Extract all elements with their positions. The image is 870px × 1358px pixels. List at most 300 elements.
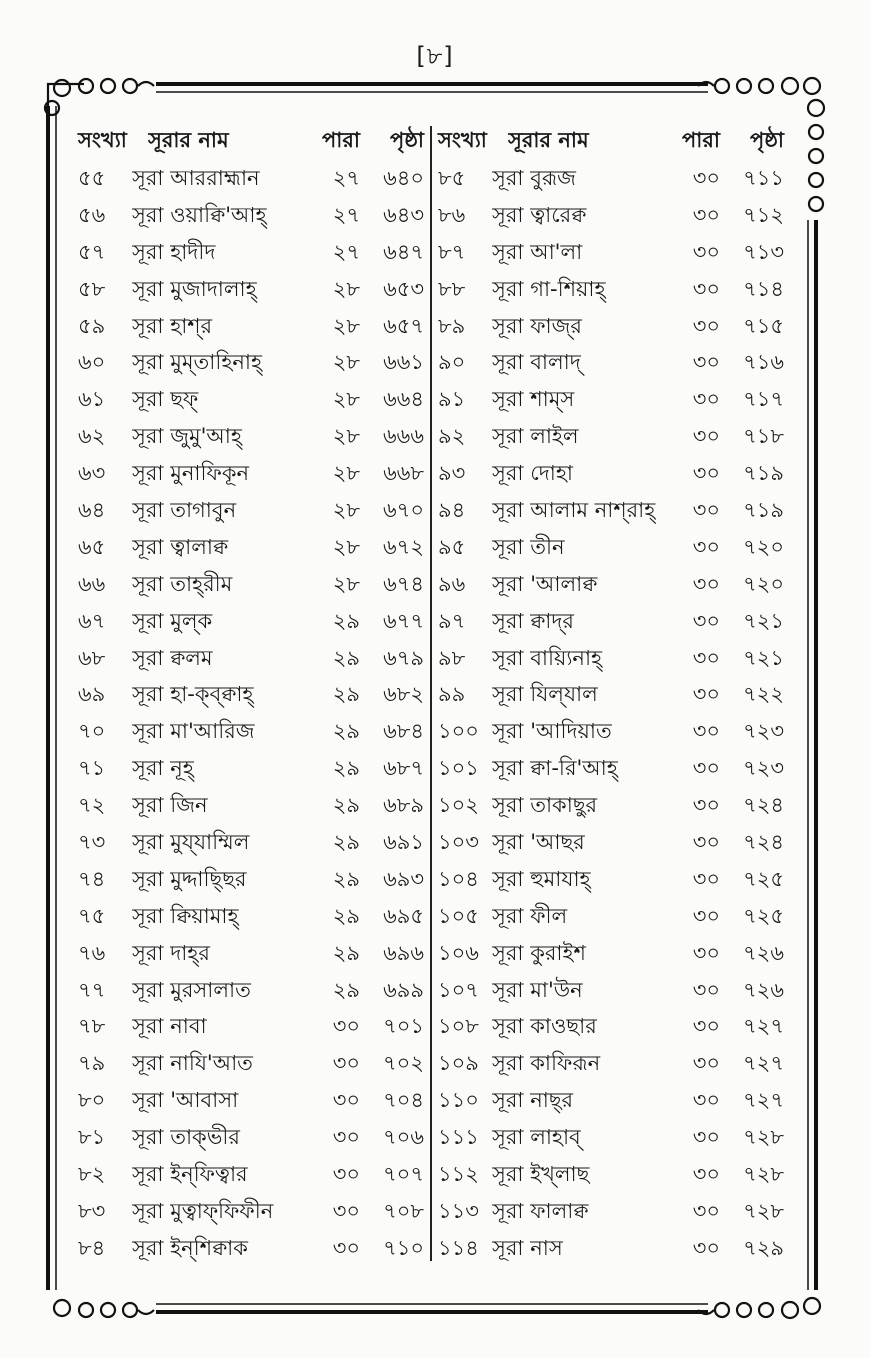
table-row bbox=[70, 1230, 430, 1267]
para-number: ২৮ bbox=[332, 350, 360, 375]
page-number-cell: ৭২৪ bbox=[743, 793, 784, 818]
page-number-cell: ৭১৬ bbox=[743, 350, 784, 375]
table-row bbox=[70, 935, 430, 972]
page-number-cell: ৭১১ bbox=[743, 166, 784, 190]
page-number-cell: ৬৮৭ bbox=[383, 756, 424, 781]
para-number: ৩০ bbox=[692, 608, 720, 633]
para-number: ৩০ bbox=[692, 719, 720, 744]
surah-name: সূরা হা-ক্ব্ক্বাহ্ bbox=[132, 682, 254, 707]
surah-number: ৭১ bbox=[78, 756, 106, 781]
para-number: ২৯ bbox=[332, 756, 360, 781]
surah-name: সূরা তাহ্‌রীম bbox=[132, 571, 233, 596]
surah-number: ৭৮ bbox=[78, 1014, 106, 1039]
table-row bbox=[430, 308, 790, 345]
surah-number: ৮৩ bbox=[78, 1198, 106, 1223]
page-number-cell: ৭২৫ bbox=[743, 866, 784, 891]
page-number-cell: ৬৭৭ bbox=[383, 608, 424, 633]
surah-name: সূরা তাগাবুন bbox=[132, 498, 237, 523]
page-number-cell: ৭১৮ bbox=[743, 424, 784, 449]
surah-name: সূরা আলাম নাশ্‌রাহ্ bbox=[492, 498, 656, 523]
page-number-cell: ৭২৭ bbox=[743, 1014, 784, 1039]
surah-name: সূরা মুল্‌ক bbox=[132, 608, 213, 633]
surah-number: ৫৫ bbox=[78, 166, 106, 190]
para-number: ২৯ bbox=[332, 645, 360, 670]
surah-name: সূরা ত্বারেক্ব bbox=[492, 202, 587, 227]
para-number: ৩০ bbox=[692, 1235, 720, 1260]
para-number: ৩০ bbox=[332, 1088, 360, 1113]
page-number-cell: ৬৬১ bbox=[383, 350, 424, 375]
surah-number: ৯৮ bbox=[438, 645, 466, 670]
surah-name: সূরা 'আছর bbox=[492, 830, 585, 855]
surah-number: ৭২ bbox=[78, 793, 106, 818]
surah-number: ৯৯ bbox=[438, 682, 466, 707]
page-number-cell: ৬৪০ bbox=[383, 166, 424, 190]
page-number-cell: ৬৫৩ bbox=[383, 276, 424, 301]
page-number-cell: ৭২৭ bbox=[743, 1051, 784, 1076]
surah-name: সূরা হুমাযাহ্ bbox=[492, 866, 591, 891]
table-row bbox=[70, 603, 430, 640]
table-row bbox=[70, 750, 430, 787]
table-row bbox=[70, 308, 430, 345]
para-number: ৩০ bbox=[692, 166, 720, 190]
page-number-cell: ৬৫৭ bbox=[383, 313, 424, 338]
page-number-cell: ৬৬৬ bbox=[383, 424, 424, 449]
surah-number: ৬৬ bbox=[78, 571, 106, 596]
page-number-cell: ৭০৪ bbox=[383, 1088, 424, 1113]
page-number-cell: ৭২৫ bbox=[743, 903, 784, 928]
page-number-cell: ৭২৮ bbox=[743, 1162, 784, 1187]
page-number-cell: ৬৭২ bbox=[383, 534, 424, 559]
table-row bbox=[70, 1156, 430, 1193]
surah-number: ৬০ bbox=[78, 350, 106, 375]
surah-name: সূরা লাইল bbox=[492, 424, 579, 449]
para-number: ২৯ bbox=[332, 608, 360, 633]
para-number: ৩০ bbox=[692, 424, 720, 449]
para-number: ৩০ bbox=[332, 1235, 360, 1260]
surah-number: ১১১ bbox=[438, 1125, 479, 1150]
para-number: ২৯ bbox=[332, 866, 360, 891]
surah-number: ৫৯ bbox=[78, 313, 106, 338]
surah-number: ৬৯ bbox=[78, 682, 106, 707]
surah-table bbox=[70, 120, 790, 1265]
surah-number: ৮১ bbox=[78, 1125, 106, 1150]
para-number: ৩০ bbox=[332, 1051, 360, 1076]
para-number: ৩০ bbox=[692, 202, 720, 227]
para-number: ২৯ bbox=[332, 682, 360, 707]
para-number: ৩০ bbox=[692, 350, 720, 375]
para-number: ২৯ bbox=[332, 940, 360, 965]
table-row bbox=[70, 1082, 430, 1119]
table-row bbox=[70, 1008, 430, 1045]
para-number: ৩০ bbox=[692, 866, 720, 891]
surah-name: সূরা নূহ্ bbox=[132, 756, 194, 781]
table-row bbox=[70, 234, 430, 271]
table-row bbox=[70, 344, 430, 381]
surah-name: সূরা দাহ্‌র bbox=[132, 940, 210, 965]
surah-number: ৯১ bbox=[438, 387, 466, 412]
surah-name: সূরা দোহা bbox=[492, 461, 573, 486]
para-number: ২৯ bbox=[332, 793, 360, 818]
para-number: ৩০ bbox=[692, 1162, 720, 1187]
para-number: ৩০ bbox=[692, 1014, 720, 1039]
para-number: ৩০ bbox=[692, 276, 720, 301]
para-number: ২৭ bbox=[332, 202, 360, 227]
page-number-cell: ৭০৮ bbox=[383, 1198, 424, 1223]
surah-name: সূরা 'আদিয়াত bbox=[492, 719, 612, 744]
para-number: ২৮ bbox=[332, 571, 360, 596]
left-column bbox=[70, 120, 430, 1267]
para-number: ৩০ bbox=[692, 461, 720, 486]
surah-name: সূরা হাশ্‌র bbox=[132, 313, 213, 338]
surah-number: ৯০ bbox=[438, 350, 466, 375]
surah-name: সূরা গা-শিয়াহ্ bbox=[492, 276, 606, 301]
para-number: ৩০ bbox=[692, 534, 720, 559]
header-row bbox=[430, 120, 790, 160]
surah-name: সূরা ক্বাদ্‌র bbox=[492, 608, 574, 633]
page-number-cell: ৭১৯ bbox=[743, 461, 784, 486]
page-number: [৮] bbox=[416, 42, 454, 70]
surah-name: সূরা কাফিরূন bbox=[492, 1051, 601, 1076]
surah-name: সূরা ক্বিয়ামাহ্ bbox=[132, 903, 239, 928]
table-row bbox=[430, 1156, 790, 1193]
page-number-cell: ৬৬৮ bbox=[383, 461, 424, 486]
page-number-cell: ৭২০ bbox=[743, 534, 784, 559]
surah-name: সূরা 'আবাসা bbox=[132, 1088, 239, 1113]
surah-number: ৬৭ bbox=[78, 608, 106, 633]
table-row bbox=[70, 972, 430, 1009]
table-row bbox=[430, 381, 790, 418]
surah-number: ১০৭ bbox=[438, 977, 479, 1002]
para-number: ২৮ bbox=[332, 424, 360, 449]
surah-number: ১০৮ bbox=[438, 1014, 479, 1039]
table-row bbox=[70, 787, 430, 824]
table-row bbox=[70, 160, 430, 197]
surah-number: ৬৪ bbox=[78, 498, 106, 523]
header-page: পৃষ্ঠা bbox=[749, 128, 784, 152]
table-row bbox=[430, 861, 790, 898]
para-number: ৩০ bbox=[692, 1051, 720, 1076]
para-number: ৩০ bbox=[692, 498, 720, 523]
surah-number: ৮৪ bbox=[78, 1235, 106, 1260]
page-number-cell: ৭১৪ bbox=[743, 276, 784, 301]
surah-name: সূরা জুমু'আহ্ bbox=[132, 424, 242, 449]
surah-number: ১০৩ bbox=[438, 830, 479, 855]
page-number-cell: ৬৪৭ bbox=[383, 239, 424, 264]
surah-name: সূরা ফীল bbox=[492, 903, 568, 928]
para-number: ৩০ bbox=[692, 1198, 720, 1223]
header-name: সূরার নাম bbox=[508, 128, 589, 152]
surah-number: ১১২ bbox=[438, 1162, 479, 1187]
para-number: ৩০ bbox=[692, 940, 720, 965]
para-number: ৩০ bbox=[692, 903, 720, 928]
table-row bbox=[70, 492, 430, 529]
para-number: ২৯ bbox=[332, 830, 360, 855]
surah-number: ৯২ bbox=[438, 424, 466, 449]
surah-name: সূরা বায়্যিনাহ্ bbox=[492, 645, 603, 670]
page-number-cell: ৬৪৩ bbox=[383, 202, 424, 227]
table-row bbox=[430, 455, 790, 492]
surah-name: সূরা মুদ্দাছ্ছির bbox=[132, 866, 247, 891]
table-row bbox=[70, 640, 430, 677]
surah-name: সূরা নাবা bbox=[132, 1014, 207, 1039]
para-number: ২৯ bbox=[332, 903, 360, 928]
table-row bbox=[70, 1045, 430, 1082]
page-number-cell: ৬৯৫ bbox=[383, 903, 424, 928]
surah-name: সূরা মুরসালাত bbox=[132, 977, 251, 1002]
table-row bbox=[70, 271, 430, 308]
surah-name: সূরা বালাদ্ bbox=[492, 350, 581, 375]
surah-number: ৯৩ bbox=[438, 461, 466, 486]
para-number: ২৭ bbox=[332, 239, 360, 264]
table-row bbox=[430, 1008, 790, 1045]
surah-number: ৫৬ bbox=[78, 202, 106, 227]
surah-name: সূরা মা'আরিজ bbox=[132, 719, 255, 744]
surah-name: সূরা মুত্বাফ্‌ফিফীন bbox=[132, 1198, 274, 1223]
table-row bbox=[70, 861, 430, 898]
right-column bbox=[430, 120, 790, 1267]
surah-name: সূরা ইন্‌শিক্বাক bbox=[132, 1235, 248, 1260]
header-number: সংখ্যা bbox=[78, 128, 127, 152]
surah-name: সূরা জিন bbox=[132, 793, 208, 818]
table-row bbox=[430, 160, 790, 197]
surah-name: সূরা ক্বা-রি'আহ্ bbox=[492, 756, 618, 781]
page-number-cell: ৭২৬ bbox=[743, 940, 784, 965]
page-number-cell: ৬৯৯ bbox=[383, 977, 424, 1002]
page-number-cell: ৬৭৯ bbox=[383, 645, 424, 670]
surah-name: সূরা মুনাফিকূন bbox=[132, 461, 250, 486]
table-row bbox=[430, 713, 790, 750]
page-number-cell: ৭২৩ bbox=[743, 756, 784, 781]
surah-number: ১০৫ bbox=[438, 903, 479, 928]
surah-name: সূরা ফালাক্ব bbox=[492, 1198, 589, 1223]
page-number-cell: ৭১৯ bbox=[743, 498, 784, 523]
table-row bbox=[430, 418, 790, 455]
page-number-cell: ৬৬৪ bbox=[383, 387, 424, 412]
para-number: ৩০ bbox=[332, 1198, 360, 1223]
table-row bbox=[430, 935, 790, 972]
header-row bbox=[70, 120, 430, 160]
page-number-cell: ৭১৩ bbox=[743, 239, 784, 264]
table-row bbox=[430, 492, 790, 529]
header-page: পৃষ্ঠা bbox=[389, 128, 424, 152]
para-number: ২৮ bbox=[332, 276, 360, 301]
surah-name: সূরা কুরাইশ bbox=[492, 940, 586, 965]
para-number: ৩০ bbox=[692, 682, 720, 707]
para-number: ৩০ bbox=[692, 239, 720, 264]
page-number-cell: ৬৯৩ bbox=[383, 866, 424, 891]
para-number: ৩০ bbox=[332, 1014, 360, 1039]
surah-name: সূরা তাকাছুর bbox=[492, 793, 598, 818]
table-row bbox=[430, 566, 790, 603]
page-number-cell: ৭১০ bbox=[383, 1235, 424, 1260]
page-number-cell: ৭২৬ bbox=[743, 977, 784, 1002]
para-number: ৩০ bbox=[692, 645, 720, 670]
surah-number: ১০০ bbox=[438, 719, 479, 744]
header-para: পারা bbox=[682, 128, 720, 152]
page-number-cell: ৬৮৯ bbox=[383, 793, 424, 818]
surah-name: সূরা নাস bbox=[492, 1235, 563, 1260]
para-number: ২৯ bbox=[332, 719, 360, 744]
surah-number: ৮০ bbox=[78, 1088, 106, 1113]
para-number: ২৮ bbox=[332, 387, 360, 412]
surah-name: সূরা শাম্‌স bbox=[492, 387, 575, 412]
table-row bbox=[430, 234, 790, 271]
surah-name: সূরা নাযি'আত bbox=[132, 1051, 253, 1076]
surah-number: ৬৩ bbox=[78, 461, 106, 486]
surah-number: ৭৭ bbox=[78, 977, 106, 1002]
page-number-cell: ৭২৪ bbox=[743, 830, 784, 855]
table-row bbox=[70, 418, 430, 455]
surah-name: সূরা নাছ্‌র bbox=[492, 1088, 574, 1113]
table-row bbox=[70, 455, 430, 492]
para-number: ৩০ bbox=[692, 313, 720, 338]
surah-number: ৮৬ bbox=[438, 202, 466, 227]
table-row bbox=[70, 1193, 430, 1230]
para-number: ৩০ bbox=[692, 756, 720, 781]
page-number-cell: ৬৯১ bbox=[383, 830, 424, 855]
table-row bbox=[70, 676, 430, 713]
page-number-cell: ৭২০ bbox=[743, 571, 784, 596]
surah-number: ১০১ bbox=[438, 756, 479, 781]
page-number-cell: ৬৭৪ bbox=[383, 571, 424, 596]
table-row bbox=[430, 787, 790, 824]
page-number-cell: ৬৯৬ bbox=[383, 940, 424, 965]
para-number: ৩০ bbox=[692, 1125, 720, 1150]
surah-number: ৮২ bbox=[78, 1162, 106, 1187]
header-name: সূরার নাম bbox=[148, 128, 229, 152]
surah-number: ৫৮ bbox=[78, 276, 106, 301]
surah-name: সূরা হাদীদ bbox=[132, 239, 216, 264]
table-row bbox=[430, 271, 790, 308]
surah-name: সূরা মুয্‌যাম্মিল bbox=[132, 830, 250, 855]
page-number-cell: ৭২১ bbox=[743, 608, 784, 633]
table-row bbox=[430, 197, 790, 234]
page-number-cell: ৭১৭ bbox=[743, 387, 784, 412]
header-number: সংখ্যা bbox=[438, 128, 487, 152]
page-number-cell: ৭০১ bbox=[383, 1014, 424, 1039]
surah-number: ৮৮ bbox=[438, 276, 466, 301]
surah-name: সূরা আররাহ্মান bbox=[132, 166, 260, 190]
surah-number: ৮৯ bbox=[438, 313, 466, 338]
surah-name: সূরা যিল্‌যাল bbox=[492, 682, 598, 707]
page-number-cell: ৭০৬ bbox=[383, 1125, 424, 1150]
surah-name: সূরা 'আলাক্ব bbox=[492, 571, 598, 596]
para-number: ২৯ bbox=[332, 977, 360, 1002]
surah-name: সূরা ক্বলম bbox=[132, 645, 213, 670]
surah-name: সূরা আ'লা bbox=[492, 239, 583, 264]
surah-number: ৯৪ bbox=[438, 498, 466, 523]
page-number-cell: ৭০৭ bbox=[383, 1162, 424, 1187]
surah-name: সূরা ছফ্ bbox=[132, 387, 199, 412]
table-row bbox=[430, 972, 790, 1009]
surah-name: সূরা তীন bbox=[492, 534, 565, 559]
page-number-cell: ৭২২ bbox=[743, 682, 784, 707]
para-number: ৩০ bbox=[692, 571, 720, 596]
surah-number: ১১০ bbox=[438, 1088, 479, 1113]
para-number: ৩০ bbox=[692, 387, 720, 412]
table-row bbox=[70, 529, 430, 566]
surah-number: ১০৬ bbox=[438, 940, 479, 965]
surah-number: ৭৫ bbox=[78, 903, 106, 928]
surah-number: ৬২ bbox=[78, 424, 106, 449]
page-number-cell: ৭২৮ bbox=[743, 1198, 784, 1223]
surah-number: ১১৩ bbox=[438, 1198, 479, 1223]
surah-number: ১০২ bbox=[438, 793, 479, 818]
surah-number: ৮৭ bbox=[438, 239, 466, 264]
surah-number: ৬৫ bbox=[78, 534, 106, 559]
surah-name: সূরা ইন্‌ফিত্বার bbox=[132, 1162, 248, 1187]
surah-name: সূরা ইখ্‌লাছ bbox=[492, 1162, 590, 1187]
table-row bbox=[430, 640, 790, 677]
surah-name: সূরা মুম্‌তাহিনাহ্ bbox=[132, 350, 263, 375]
page-number-cell: ৭২৩ bbox=[743, 719, 784, 744]
surah-name: সূরা মা'উন bbox=[492, 977, 583, 1002]
surah-name: সূরা ফাজ্‌র bbox=[492, 313, 582, 338]
para-number: ২৮ bbox=[332, 498, 360, 523]
surah-number: ১০৯ bbox=[438, 1051, 479, 1076]
surah-number: ৭৯ bbox=[78, 1051, 106, 1076]
surah-number: ৭০ bbox=[78, 719, 106, 744]
surah-name: সূরা ত্বালাক্ব bbox=[132, 534, 229, 559]
page-number-cell: ৬৮২ bbox=[383, 682, 424, 707]
table-row bbox=[70, 898, 430, 935]
surah-number: ৯৭ bbox=[438, 608, 466, 633]
surah-name: সূরা মুজাদালাহ্ bbox=[132, 276, 257, 301]
surah-name: সূরা ওয়াক্বি'আহ্ bbox=[132, 202, 267, 227]
table-row bbox=[70, 381, 430, 418]
para-number: ২৮ bbox=[332, 461, 360, 486]
table-row bbox=[430, 1082, 790, 1119]
header-para: পারা bbox=[322, 128, 360, 152]
page-number-cell: ৭০২ bbox=[383, 1051, 424, 1076]
table-row bbox=[430, 824, 790, 861]
page-number-cell: ৭১৫ bbox=[743, 313, 784, 338]
para-number: ৩০ bbox=[332, 1162, 360, 1187]
page-number-cell: ৭১২ bbox=[743, 202, 784, 227]
table-row bbox=[430, 1045, 790, 1082]
surah-name: সূরা তাক্‌ভীর bbox=[132, 1125, 240, 1150]
table-row bbox=[430, 529, 790, 566]
page-number-cell: ৬৮৪ bbox=[383, 719, 424, 744]
table-row bbox=[70, 713, 430, 750]
page-number-cell: ৭২৯ bbox=[743, 1235, 784, 1260]
para-number: ৩০ bbox=[692, 1088, 720, 1113]
page-number-cell: ৬৭০ bbox=[383, 498, 424, 523]
para-number: ২৮ bbox=[332, 313, 360, 338]
table-row bbox=[430, 750, 790, 787]
table-row bbox=[70, 1119, 430, 1156]
surah-number: ৬৮ bbox=[78, 645, 106, 670]
page-number-cell: ৭২১ bbox=[743, 645, 784, 670]
surah-number: ৭৬ bbox=[78, 940, 106, 965]
para-number: ৩০ bbox=[692, 977, 720, 1002]
surah-number: ৯৬ bbox=[438, 571, 466, 596]
surah-number: ৬১ bbox=[78, 387, 106, 412]
surah-number: ১১৪ bbox=[438, 1235, 479, 1260]
para-number: ২৮ bbox=[332, 534, 360, 559]
surah-name: সূরা বুরূজ bbox=[492, 166, 576, 190]
surah-name: সূরা কাওছার bbox=[492, 1014, 597, 1039]
surah-name: সূরা লাহাব্ bbox=[492, 1125, 581, 1150]
table-row bbox=[430, 1119, 790, 1156]
page-number-cell: ৭২৮ bbox=[743, 1125, 784, 1150]
table-row bbox=[70, 824, 430, 861]
table-row bbox=[430, 1193, 790, 1230]
surah-number: ৭৩ bbox=[78, 830, 106, 855]
surah-number: ১০৪ bbox=[438, 866, 479, 891]
table-row bbox=[70, 566, 430, 603]
surah-number: ৯৫ bbox=[438, 534, 466, 559]
